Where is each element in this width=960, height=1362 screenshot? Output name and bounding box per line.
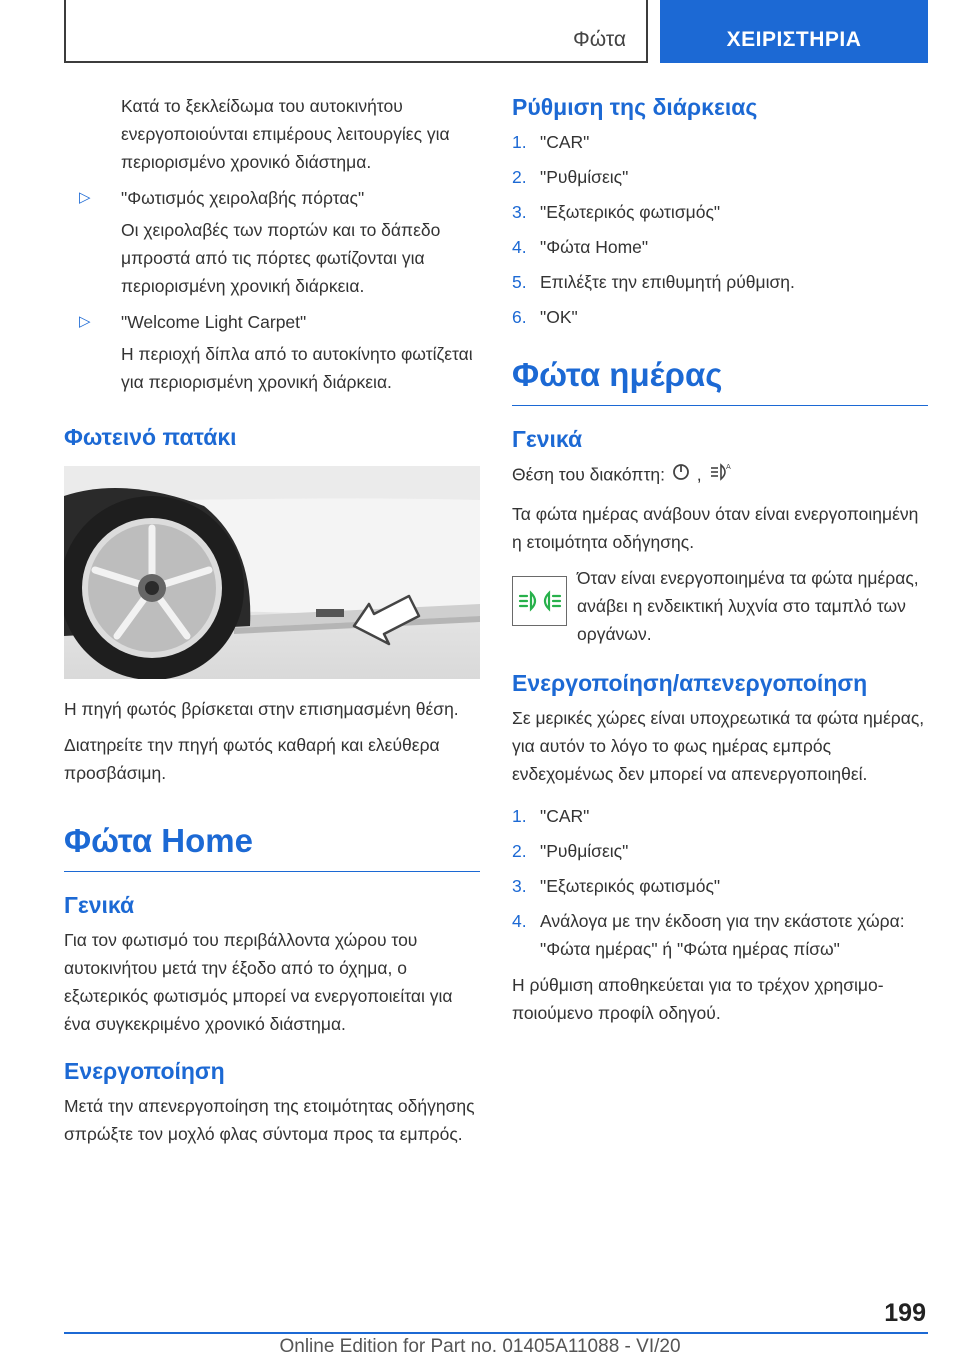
list-item: 1. "CAR": [512, 806, 590, 826]
home-lights-heading: Φώτα Home: [64, 821, 480, 872]
bullet-item: [64, 184, 480, 212]
bullet-title: "Φωτισμός χειρολαβής πόρτας": [121, 188, 365, 208]
left-column: [64, 92, 480, 1156]
switch-position-line: Θέση του διακόπτη: , A: [512, 460, 928, 492]
bullet-text: Οι χειρολαβές των πορτών και το δάπεδο μπροστά από τις πόρτες φωτίζονται για περιορισμένη χρονική διάρκεια.: [121, 220, 441, 296]
toggle-heading: Ενεργοποίηση/απενεργοποίηση: [512, 670, 868, 696]
bullet-item: [64, 308, 480, 336]
daytime-lights-heading: Φώτα ημέρας: [512, 355, 928, 406]
activation-text: Μετά την απενεργοποίηση της ετοιμότητας οδήγησης σπρώξτε τον μοχλό φλας σύντομα προς τα εμπρός.: [64, 1096, 475, 1144]
activation-heading: Ενεργοποίηση: [64, 1058, 225, 1084]
indicator-note: [512, 564, 928, 648]
list-item: 3. "Εξωτερικός φωτισμός": [512, 876, 721, 896]
section-tab: [64, 0, 648, 63]
list-item: 2. "Ρυθμίσεις": [512, 841, 629, 861]
bullet-title: "Welcome Light Carpet": [121, 312, 307, 332]
car-illustration: [64, 466, 480, 679]
page-header: [64, 0, 928, 63]
svg-text:A: A: [725, 463, 731, 471]
bullet-triangle-icon: ▷: [79, 313, 91, 330]
carpet-care-text: Διατηρείτε την πηγή φωτός καθαρή και ελεύθερα προσβάσιμη.: [64, 735, 440, 783]
right-column: [512, 92, 928, 1035]
list-item: 2. "Ρυθμίσεις": [512, 167, 629, 187]
carpet-location-text: Η πηγή φωτός βρίσκεται στην επισημασμένη θέση.: [64, 699, 459, 719]
chapter-title: ΧΕΙΡΙΣΤΗΡΙΑ: [726, 28, 862, 51]
list-item: 5. Επιλέξτε την επιθυμητή ρύθμιση.: [512, 272, 795, 292]
daytime-light-indicator-icon: [512, 576, 567, 626]
light-switch-auto-icon: [707, 460, 735, 492]
list-item: 3. "Εξωτερικός φωτισμός": [512, 202, 721, 222]
closing-text: Η ρύθμιση αποθηκεύεται για το τρέχον χρησιμοποιούμενο προφίλ οδηγού.: [512, 975, 884, 1023]
general-heading: Γενικά: [64, 892, 135, 918]
section-title: Φώτα: [573, 28, 626, 51]
bullet-triangle-icon: ▷: [79, 189, 91, 206]
edition-text: Online Edition for Part no. 01405A11088 - VI/20: [279, 1336, 681, 1357]
indicator-note-text: Όταν είναι ενεργοποιημένα τα φώτα ημέρας, ανάβει η ενδεικτική λυχνία στο ταμπλό των οργάνων.: [577, 568, 919, 644]
toggle-steps: [512, 802, 928, 963]
chapter-tab: [660, 0, 928, 63]
carpet-heading: Φωτεινό πατάκι: [64, 424, 237, 450]
light-switch-off-icon: [670, 460, 692, 492]
general-heading: Γενικά: [512, 426, 583, 452]
bullet-text: Η περιοχή δίπλα από το αυτοκίνητο φωτίζεται για περιορισμένη χρονική διάρκεια.: [121, 344, 473, 392]
footer-divider: [64, 1332, 928, 1334]
list-item: 4. "Φώτα Home": [512, 237, 649, 257]
list-item: 1. "CAR": [512, 132, 590, 152]
toggle-text: Σε μερικές χώρες είναι υποχρεωτικά τα φώτα ημέρας, για αυτόν το λόγο το φως ημέρας εμπρός ενδεχομένως δεν μπορεί να απενεργοποιηθεί.: [512, 708, 925, 784]
car-wheel-photo: [64, 466, 480, 679]
general-text: Για τον φωτισμό του περιβάλλοντα χώρου του αυτοκινήτου μετά την έξοδο από το όχημα, ο εξωτερικός φωτισμός μπορεί να ενεργοποιείται για ένα συγκεκριμένο χρονικό διάστημα.: [64, 930, 453, 1034]
list-item: 6. "OK": [512, 307, 578, 327]
list-item: 4. Ανάλογα με την έκδοση για την εκάστοτε χώρα: "Φώτα ημέρας" ή "Φώτα ημέρας πίσω": [512, 911, 905, 959]
duration-heading: Ρύθμιση της διάρκειας: [512, 94, 758, 120]
daytime-general-text: Τα φώτα ημέρας ανάβουν όταν είναι ενεργοποιημένη η ετοιμότητα οδήγησης.: [512, 504, 919, 552]
page-number: 199: [884, 1299, 926, 1327]
intro-text: Κατά το ξεκλείδωμα του αυτοκινήτου ενεργοποιούνται επιμέρους λειτουργίες για περιορισμένο χρονικό διάστημα.: [121, 96, 450, 172]
duration-steps: [512, 128, 928, 331]
